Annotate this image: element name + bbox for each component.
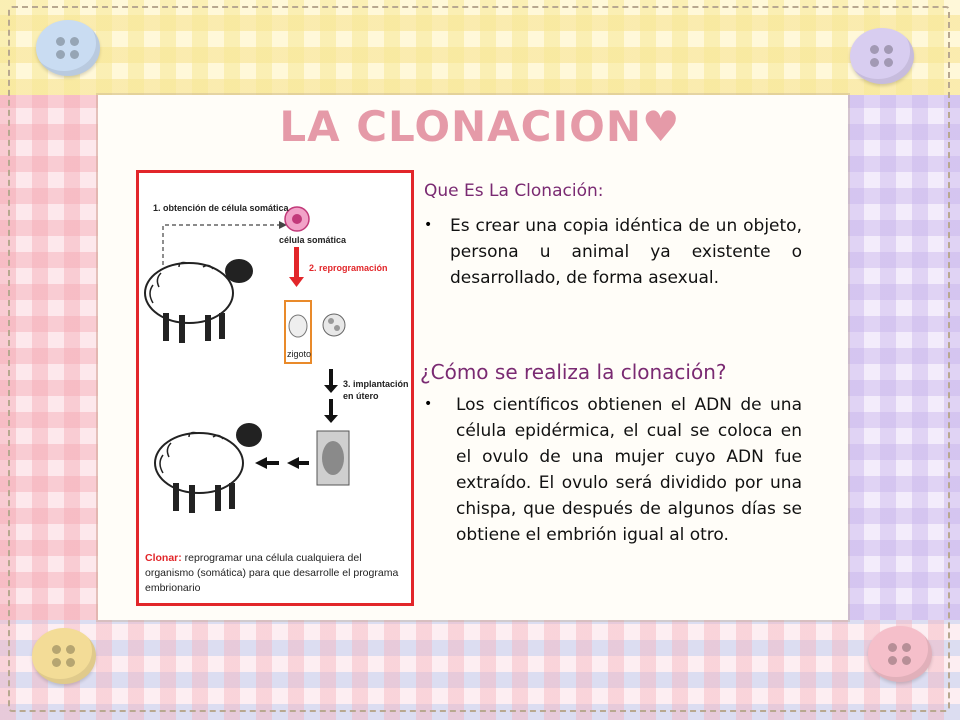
lilac-button-decoration xyxy=(850,28,914,84)
cloning-diagram xyxy=(136,170,414,606)
black-arrow-icon xyxy=(324,385,338,393)
zygote-icon xyxy=(289,315,307,337)
left-arrow-icon xyxy=(287,457,299,469)
bullet-dot-icon: • xyxy=(424,217,433,233)
somatic-cell-label: célula somática xyxy=(279,235,347,245)
step3-label: 3. implantación xyxy=(343,379,409,389)
zygote-label: zigoto xyxy=(287,349,312,359)
cloning-diagram-drawing xyxy=(139,173,411,545)
black-arrow-icon xyxy=(324,415,338,423)
section2-bullet-text: Los científicos obtienen el ADN de una célula epidérmica, el cual se coloca en el ovulo de una mujer cuyo ADN fue extraído. El ovulo será dividido por una chispa, que después de algunos días se obtiene el embrión igual al otro. xyxy=(456,395,802,545)
left-arrow-icon xyxy=(255,457,267,469)
pink-button-decoration xyxy=(868,626,932,682)
sheep-icon xyxy=(145,259,253,343)
caption-text: reprogramar una célula cualquiera del organismo (somática) para que desarrolle el programa embrionario xyxy=(145,552,399,594)
blastocyst-icon xyxy=(323,314,345,336)
section2-heading: ¿Cómo se realiza la clonación? xyxy=(420,360,727,384)
slide-title: LA CLONACION♥ xyxy=(279,102,681,151)
section2-bullet xyxy=(424,392,802,548)
blue-button-decoration xyxy=(36,20,100,76)
figure-caption xyxy=(145,551,403,596)
section1-bullet-text: Es crear una copia idéntica de un objeto, persona u animal ya existente o desarrollado, de forma asexual. xyxy=(450,216,802,288)
step3b-label: en útero xyxy=(343,391,379,401)
red-arrow-head-icon xyxy=(289,277,304,287)
section1-bullet xyxy=(424,213,802,291)
section1-heading: Que Es La Clonación: xyxy=(424,181,604,201)
dashed-arrow xyxy=(163,225,279,265)
cell-nucleus-icon xyxy=(292,214,302,224)
bullet-dot-icon: • xyxy=(424,396,433,412)
step2-label: 2. reprogramación xyxy=(309,263,388,273)
yellow-button-decoration xyxy=(32,628,96,684)
step1-label: 1. obtención de célula somática xyxy=(153,203,289,213)
caption-keyword: Clonar: xyxy=(145,552,182,564)
red-arrow-shaft xyxy=(294,247,299,277)
cloned-sheep-icon xyxy=(155,423,262,513)
